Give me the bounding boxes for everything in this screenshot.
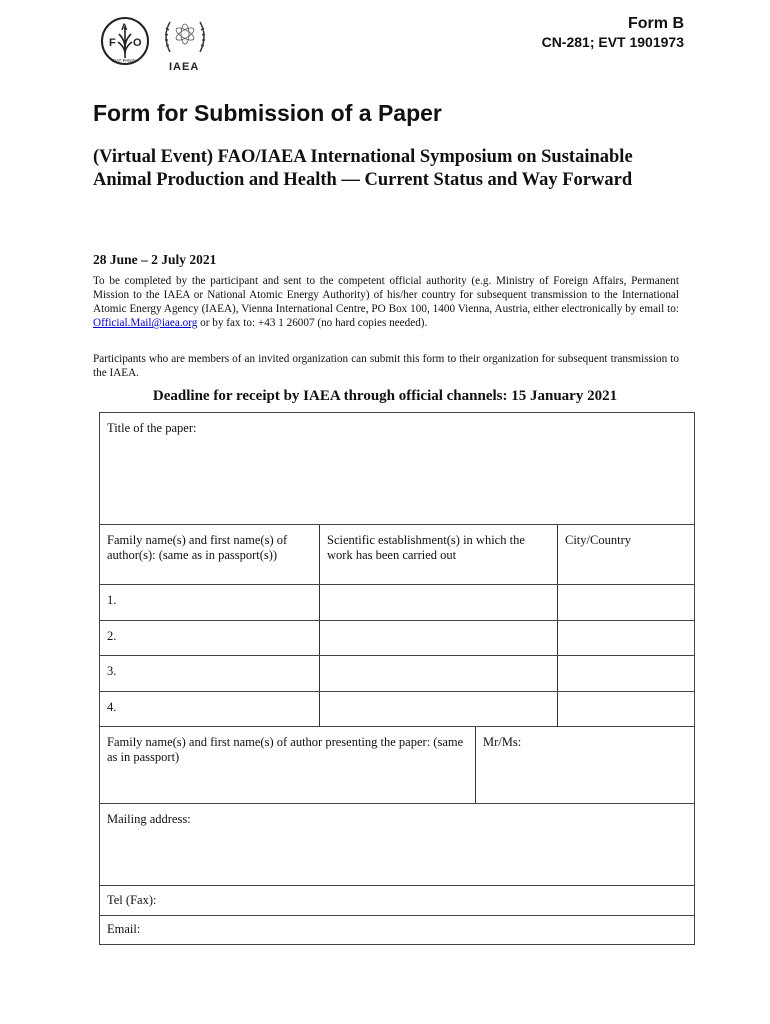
presenter-name-field[interactable] (100, 727, 476, 803)
author-4-name-field[interactable] (100, 692, 320, 727)
row-number: 2. (107, 628, 117, 643)
author-4-city-field[interactable] (558, 692, 694, 727)
title-field[interactable] (100, 413, 694, 524)
email-row (100, 916, 694, 944)
row-number: 1. (107, 593, 117, 607)
author-2-establishment-field[interactable] (320, 621, 558, 656)
svg-text:IAEA: IAEA (169, 61, 200, 73)
submission-form (99, 412, 695, 945)
mailing-address-field[interactable] (100, 804, 694, 885)
table-row (100, 621, 694, 657)
svg-text:FIAT PANIS: FIAT PANIS (112, 58, 136, 63)
tel-fax-row (100, 886, 694, 916)
fao-logo-icon (100, 14, 220, 76)
author-4-establishment-field[interactable] (320, 692, 558, 727)
tel-fax-field[interactable] (100, 886, 694, 915)
row-number: 4. (107, 699, 117, 714)
logos (100, 14, 220, 76)
deadline-notice: Deadline for receipt by IAEA through official channels: 15 January 2021 (152, 388, 618, 404)
event-subtitle: (Virtual Event) FAO/IAEA International Symposium on Sustainable Animal Production and Health — Current Status and Way Forward (93, 147, 633, 190)
mr-ms-field[interactable] (476, 727, 694, 803)
author-2-city-field[interactable] (558, 621, 694, 656)
author-2-name-field[interactable] (100, 621, 320, 656)
city-country-header: City/Country (565, 533, 631, 547)
presenter-label: Family name(s) and first name(s) of author presenting the paper: (same as in passport) (107, 735, 464, 764)
page-title: Form for Submission of a Paper (93, 100, 442, 126)
author-1-city-field[interactable] (558, 585, 694, 620)
invited-org-note: Participants who are members of an invited organization can submit this form to their organization for subsequent transmission to the IAEA. (93, 353, 679, 379)
author-1-name-field[interactable] (100, 585, 320, 620)
email-field[interactable] (100, 916, 694, 944)
instructions-paragraph (93, 274, 679, 330)
svg-text:O: O (133, 37, 142, 49)
authors-header-row (100, 525, 694, 585)
table-row (100, 692, 694, 728)
author-3-establishment-field[interactable] (320, 656, 558, 691)
author-name-header: Family name(s) and first name(s) of author(s): (same as in passport(s)) (100, 525, 320, 584)
mailing-address-row (100, 804, 694, 886)
mailing-address-label: Mailing address: (107, 812, 191, 826)
establishment-header: Scientific establishment(s) in which the work has been carried out (320, 525, 558, 584)
email-link[interactable]: Official.Mail@iaea.org (93, 317, 198, 329)
iaea-logo-icon (165, 22, 205, 73)
tel-fax-label: Tel (Fax): (107, 893, 157, 907)
form-identifier (542, 15, 684, 51)
svg-text:A: A (121, 22, 128, 32)
table-row (100, 585, 694, 621)
instructions-text-end: or by fax to: +43 1 26007 (no hard copies needed). (197, 317, 428, 329)
svg-text:F: F (109, 37, 116, 49)
instructions-text: To be completed by the participant and sent to the competent official authority (e.g. Ministry of Foreign Affairs, Permanent Mission to the IAEA or National Atomic Energy Authority) of his/her country for subsequent transmission to the International Atomic Energy Agency (IAEA), Vienna International Centre, PO Box 100, 1400 Vienna, Austria, either electronically by email to: (93, 275, 679, 315)
reference-number: CN-281; EVT 1901973 (541, 34, 684, 50)
title-row[interactable] (100, 413, 694, 525)
email-label: Email: (107, 922, 141, 936)
form-label: Form B (628, 15, 684, 32)
author-3-city-field[interactable] (558, 656, 694, 691)
row-number: 3. (107, 664, 117, 678)
table-row (100, 656, 694, 692)
mr-ms-label: Mr/Ms: (483, 735, 522, 749)
title-label: Title of the paper: (107, 421, 197, 435)
event-dates: 28 June – 2 July 2021 (93, 252, 217, 267)
presenter-row (100, 727, 694, 804)
author-1-establishment-field[interactable] (320, 585, 558, 620)
author-3-name-field[interactable] (100, 656, 320, 691)
